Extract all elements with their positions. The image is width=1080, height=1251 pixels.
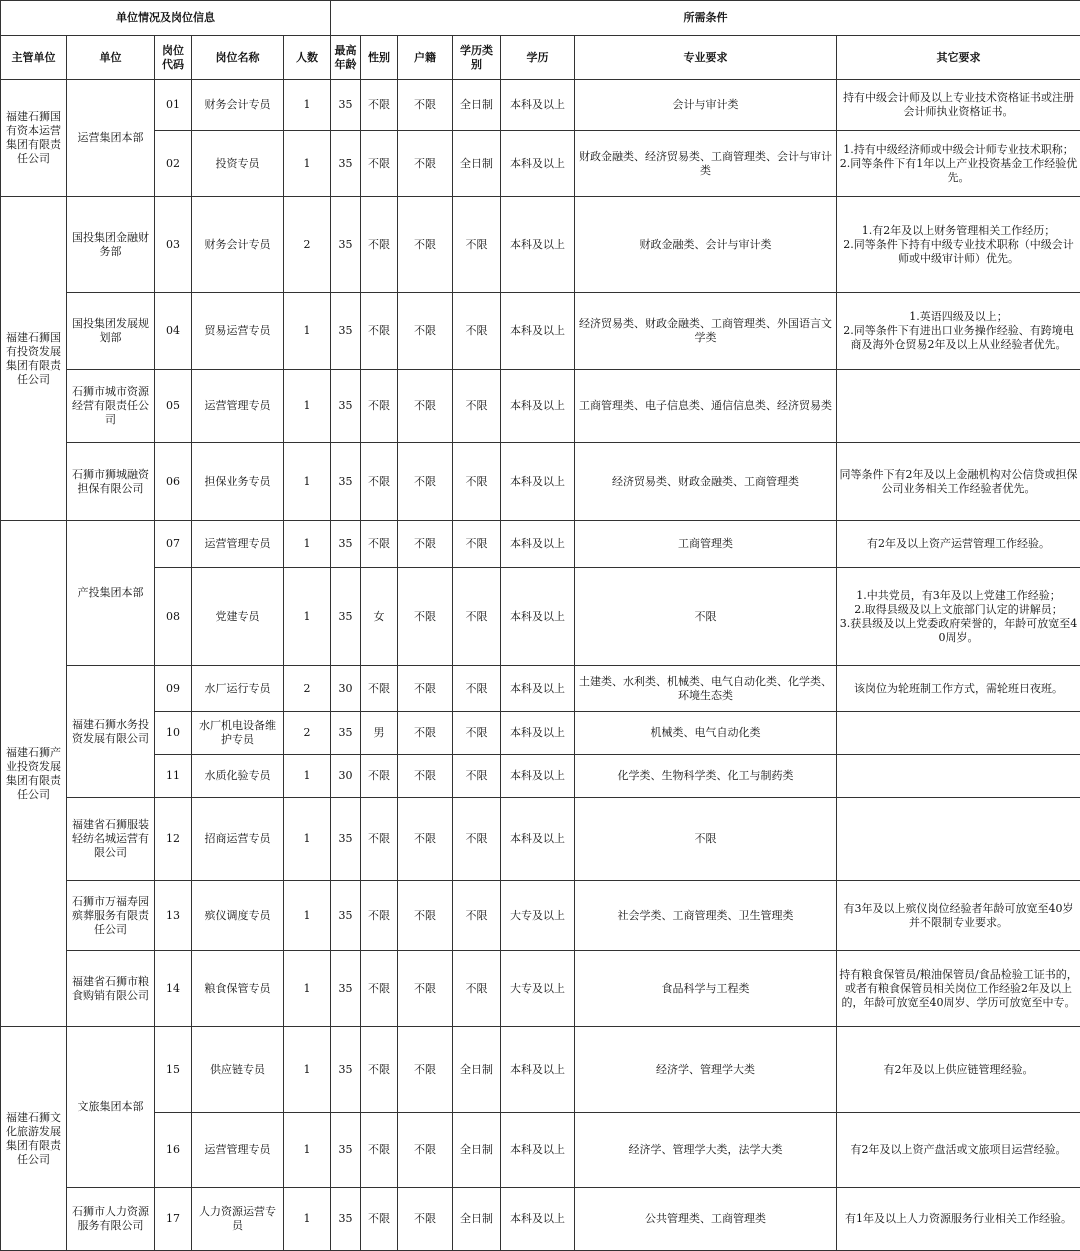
position-name: 运营管理专员 [192, 370, 284, 443]
major-requirement: 食品科学与工程类 [575, 951, 837, 1027]
gender-requirement: 不限 [361, 293, 398, 370]
edu-level: 本科及以上 [501, 1027, 575, 1113]
position-name: 水厂运行专员 [192, 666, 284, 712]
max-age: 30 [331, 666, 361, 712]
position-name: 供应链专员 [192, 1027, 284, 1113]
edu-level: 大专及以上 [501, 881, 575, 951]
headcount: 1 [284, 951, 331, 1027]
headcount: 1 [284, 1188, 331, 1251]
hukou-requirement: 不限 [398, 712, 453, 755]
position-name: 党建专员 [192, 568, 284, 666]
col-other: 其它要求 [837, 36, 1080, 80]
unit-cell: 石狮市万福寿园殡葬服务有限责任公司 [67, 881, 155, 951]
max-age: 35 [331, 1188, 361, 1251]
unit-cell: 福建省石狮服装轻纺名城运营有限公司 [67, 798, 155, 881]
major-requirement: 社会学类、工商管理类、卫生管理类 [575, 881, 837, 951]
major-requirement: 经济贸易类、财政金融类、工商管理类、外国语言文学类 [575, 293, 837, 370]
hukou-requirement: 不限 [398, 951, 453, 1027]
headcount: 2 [284, 197, 331, 293]
col-major: 专业要求 [575, 36, 837, 80]
other-requirement: 该岗位为轮班制工作方式，需轮班日夜班。 [837, 666, 1080, 712]
hukou-requirement: 不限 [398, 1188, 453, 1251]
edu-type: 不限 [453, 521, 501, 568]
position-name: 财务会计专员 [192, 197, 284, 293]
major-requirement: 不限 [575, 568, 837, 666]
position-code: 03 [155, 197, 192, 293]
hukou-requirement: 不限 [398, 881, 453, 951]
other-requirement: 1.持有中级经济师或中级会计师专业技术职称； 2.同等条件下有1年以上产业投资基金工作经验优先。 [837, 131, 1080, 197]
unit-cell: 福建省石狮市粮食购销有限公司 [67, 951, 155, 1027]
gender-requirement: 男 [361, 712, 398, 755]
major-requirement: 会计与审计类 [575, 80, 837, 131]
max-age: 35 [331, 293, 361, 370]
other-requirement: 有2年及以上资产盘活或文旅项目运营经验。 [837, 1113, 1080, 1188]
section-requirements: 所需条件 [331, 1, 1080, 36]
position-code: 09 [155, 666, 192, 712]
other-requirement [837, 370, 1080, 443]
hukou-requirement: 不限 [398, 293, 453, 370]
table-row [1, 755, 1080, 798]
position-code: 04 [155, 293, 192, 370]
table-row [1, 293, 1080, 370]
edu-level: 本科及以上 [501, 568, 575, 666]
col-max-age: 最高年龄 [331, 36, 361, 80]
hukou-requirement: 不限 [398, 755, 453, 798]
edu-type: 全日制 [453, 131, 501, 197]
position-code: 06 [155, 443, 192, 521]
position-code: 14 [155, 951, 192, 1027]
edu-level: 本科及以上 [501, 197, 575, 293]
headcount: 1 [284, 881, 331, 951]
edu-type: 不限 [453, 951, 501, 1027]
position-code: 07 [155, 521, 192, 568]
table-row [1, 666, 1080, 712]
col-supervisor: 主管单位 [1, 36, 67, 80]
gender-requirement: 女 [361, 568, 398, 666]
major-requirement: 经济贸易类、财政金融类、工商管理类 [575, 443, 837, 521]
gender-requirement: 不限 [361, 1027, 398, 1113]
max-age: 35 [331, 951, 361, 1027]
table-row [1, 443, 1080, 521]
max-age: 35 [331, 712, 361, 755]
max-age: 35 [331, 881, 361, 951]
max-age: 35 [331, 197, 361, 293]
unit-cell: 国投集团发展规划部 [67, 293, 155, 370]
max-age: 35 [331, 798, 361, 881]
hukou-requirement: 不限 [398, 443, 453, 521]
column-header-row [1, 36, 1080, 80]
other-requirement: 1.中共党员，有3年及以上党建工作经验； 2.取得县级及以上文旅部门认定的讲解员； 3.获县级及以上党委政府荣誉的，年龄可放宽至40周岁。 [837, 568, 1080, 666]
max-age: 35 [331, 80, 361, 131]
table-row [1, 568, 1080, 666]
max-age: 35 [331, 568, 361, 666]
position-name: 贸易运营专员 [192, 293, 284, 370]
position-name: 人力资源运营专员 [192, 1188, 284, 1251]
headcount: 1 [284, 370, 331, 443]
edu-type: 不限 [453, 197, 501, 293]
edu-type: 全日制 [453, 80, 501, 131]
table-body [1, 80, 1080, 1251]
position-code: 10 [155, 712, 192, 755]
edu-type: 全日制 [453, 1027, 501, 1113]
major-requirement: 经济学、管理学大类，法学大类 [575, 1113, 837, 1188]
edu-level: 大专及以上 [501, 951, 575, 1027]
table-row [1, 131, 1080, 197]
edu-level: 本科及以上 [501, 712, 575, 755]
table-row [1, 798, 1080, 881]
edu-level: 本科及以上 [501, 798, 575, 881]
other-requirement: 有2年及以上资产运营管理工作经验。 [837, 521, 1080, 568]
headcount: 1 [284, 443, 331, 521]
position-code: 01 [155, 80, 192, 131]
gender-requirement: 不限 [361, 80, 398, 131]
other-requirement: 持有粮食保管员/粮油保管员/食品检验工证书的，或者有粮食保管员相关岗位工作经验2年及以上的，年龄可放宽至40周岁、学历可放宽至中专。 [837, 951, 1080, 1027]
gender-requirement: 不限 [361, 666, 398, 712]
gender-requirement: 不限 [361, 798, 398, 881]
unit-cell: 石狮市城市资源经营有限责任公司 [67, 370, 155, 443]
edu-type: 不限 [453, 443, 501, 521]
unit-cell: 石狮市狮城融资担保有限公司 [67, 443, 155, 521]
other-requirement: 同等条件下有2年及以上金融机构对公信贷或担保公司业务相关工作经验者优先。 [837, 443, 1080, 521]
position-name: 水厂机电设备维护专员 [192, 712, 284, 755]
section-unit-info: 单位情况及岗位信息 [1, 1, 331, 36]
position-name: 财务会计专员 [192, 80, 284, 131]
gender-requirement: 不限 [361, 881, 398, 951]
major-requirement: 工商管理类 [575, 521, 837, 568]
major-requirement: 公共管理类、工商管理类 [575, 1188, 837, 1251]
col-gender: 性别 [361, 36, 398, 80]
gender-requirement: 不限 [361, 521, 398, 568]
position-code: 05 [155, 370, 192, 443]
major-requirement: 土建类、水利类、机械类、电气自动化类、化学类、环境生态类 [575, 666, 837, 712]
max-age: 35 [331, 1027, 361, 1113]
gender-requirement: 不限 [361, 131, 398, 197]
position-name: 担保业务专员 [192, 443, 284, 521]
table-row [1, 1188, 1080, 1251]
col-edu: 学历 [501, 36, 575, 80]
position-code: 13 [155, 881, 192, 951]
major-requirement: 财政金融类、经济贸易类、工商管理类、会计与审计类 [575, 131, 837, 197]
edu-type: 不限 [453, 293, 501, 370]
headcount: 1 [284, 131, 331, 197]
col-hukou: 户籍 [398, 36, 453, 80]
hukou-requirement: 不限 [398, 521, 453, 568]
table-row [1, 370, 1080, 443]
position-name: 运营管理专员 [192, 1113, 284, 1188]
edu-level: 本科及以上 [501, 370, 575, 443]
max-age: 35 [331, 131, 361, 197]
col-count: 人数 [284, 36, 331, 80]
headcount: 1 [284, 1113, 331, 1188]
major-requirement: 化学类、生物科学类、化工与制药类 [575, 755, 837, 798]
position-code: 12 [155, 798, 192, 881]
other-requirement: 有3年及以上殡仪岗位经验者年龄可放宽至40岁并不限制专业要求。 [837, 881, 1080, 951]
table-row [1, 521, 1080, 568]
headcount: 1 [284, 293, 331, 370]
supervisor-cell: 福建石狮产业投资发展集团有限责任公司 [1, 521, 67, 1027]
other-requirement: 1.英语四级及以上； 2.同等条件下有进出口业务操作经验、有跨境电商及海外仓贸易2年及以上从业经验者优先。 [837, 293, 1080, 370]
major-requirement: 工商管理类、电子信息类、通信信息类、经济贸易类 [575, 370, 837, 443]
other-requirement: 有2年及以上供应链管理经验。 [837, 1027, 1080, 1113]
position-code: 02 [155, 131, 192, 197]
hukou-requirement: 不限 [398, 131, 453, 197]
position-code: 17 [155, 1188, 192, 1251]
headcount: 2 [284, 666, 331, 712]
hukou-requirement: 不限 [398, 370, 453, 443]
edu-type: 不限 [453, 798, 501, 881]
edu-level: 本科及以上 [501, 80, 575, 131]
position-code: 11 [155, 755, 192, 798]
position-code: 08 [155, 568, 192, 666]
position-name: 水质化验专员 [192, 755, 284, 798]
other-requirement [837, 755, 1080, 798]
gender-requirement: 不限 [361, 197, 398, 293]
hukou-requirement: 不限 [398, 80, 453, 131]
position-name: 投资专员 [192, 131, 284, 197]
edu-type: 不限 [453, 755, 501, 798]
edu-level: 本科及以上 [501, 1113, 575, 1188]
supervisor-cell: 福建石狮文化旅游发展集团有限责任公司 [1, 1027, 67, 1251]
edu-type: 不限 [453, 370, 501, 443]
major-requirement: 经济学、管理学大类 [575, 1027, 837, 1113]
position-name: 粮食保管专员 [192, 951, 284, 1027]
gender-requirement: 不限 [361, 1188, 398, 1251]
edu-type: 不限 [453, 666, 501, 712]
unit-cell: 文旅集团本部 [67, 1027, 155, 1188]
edu-level: 本科及以上 [501, 521, 575, 568]
table-row [1, 712, 1080, 755]
position-code: 15 [155, 1027, 192, 1113]
unit-cell: 石狮市人力资源服务有限公司 [67, 1188, 155, 1251]
hukou-requirement: 不限 [398, 1027, 453, 1113]
other-requirement: 持有中级会计师及以上专业技术资格证书或注册会计师执业资格证书。 [837, 80, 1080, 131]
other-requirement [837, 712, 1080, 755]
max-age: 35 [331, 443, 361, 521]
headcount: 1 [284, 755, 331, 798]
gender-requirement: 不限 [361, 443, 398, 521]
col-position: 岗位名称 [192, 36, 284, 80]
col-code: 岗位代码 [155, 36, 192, 80]
position-name: 殡仪调度专员 [192, 881, 284, 951]
hukou-requirement: 不限 [398, 197, 453, 293]
headcount: 1 [284, 1027, 331, 1113]
edu-type: 全日制 [453, 1188, 501, 1251]
hukou-requirement: 不限 [398, 666, 453, 712]
table-row [1, 80, 1080, 131]
unit-cell: 福建石狮水务投资发展有限公司 [67, 666, 155, 798]
headcount: 1 [284, 80, 331, 131]
edu-level: 本科及以上 [501, 666, 575, 712]
edu-type: 不限 [453, 881, 501, 951]
gender-requirement: 不限 [361, 951, 398, 1027]
edu-type: 不限 [453, 568, 501, 666]
edu-type: 不限 [453, 712, 501, 755]
position-name: 招商运营专员 [192, 798, 284, 881]
gender-requirement: 不限 [361, 1113, 398, 1188]
headcount: 1 [284, 568, 331, 666]
unit-cell: 国投集团金融财务部 [67, 197, 155, 293]
unit-cell: 运营集团本部 [67, 80, 155, 197]
gender-requirement: 不限 [361, 370, 398, 443]
table-row [1, 1027, 1080, 1113]
headcount: 1 [284, 521, 331, 568]
max-age: 35 [331, 370, 361, 443]
gender-requirement: 不限 [361, 755, 398, 798]
edu-level: 本科及以上 [501, 755, 575, 798]
major-requirement: 不限 [575, 798, 837, 881]
edu-level: 本科及以上 [501, 293, 575, 370]
col-edu-type: 学历类别 [453, 36, 501, 80]
other-requirement: 1.有2年及以上财务管理相关工作经历； 2.同等条件下持有中级专业技术职称（中级会计师或中级审计师）优先。 [837, 197, 1080, 293]
supervisor-cell: 福建石狮国有投资发展集团有限责任公司 [1, 197, 67, 521]
hukou-requirement: 不限 [398, 1113, 453, 1188]
edu-level: 本科及以上 [501, 443, 575, 521]
edu-type: 全日制 [453, 1113, 501, 1188]
other-requirement [837, 798, 1080, 881]
hukou-requirement: 不限 [398, 798, 453, 881]
max-age: 30 [331, 755, 361, 798]
section-header-row [1, 1, 1080, 36]
col-unit: 单位 [67, 36, 155, 80]
position-name: 运营管理专员 [192, 521, 284, 568]
table-row [1, 1113, 1080, 1188]
max-age: 35 [331, 1113, 361, 1188]
position-code: 16 [155, 1113, 192, 1188]
major-requirement: 机械类、电气自动化类 [575, 712, 837, 755]
table-row [1, 881, 1080, 951]
table-row [1, 197, 1080, 293]
other-requirement: 有1年及以上人力资源服务行业相关工作经验。 [837, 1188, 1080, 1251]
headcount: 1 [284, 798, 331, 881]
max-age: 35 [331, 521, 361, 568]
hukou-requirement: 不限 [398, 568, 453, 666]
edu-level: 本科及以上 [501, 131, 575, 197]
major-requirement: 财政金融类、会计与审计类 [575, 197, 837, 293]
edu-level: 本科及以上 [501, 1188, 575, 1251]
headcount: 2 [284, 712, 331, 755]
table-row [1, 951, 1080, 1027]
supervisor-cell: 福建石狮国有资本运营集团有限责任公司 [1, 80, 67, 197]
unit-cell: 产投集团本部 [67, 521, 155, 666]
